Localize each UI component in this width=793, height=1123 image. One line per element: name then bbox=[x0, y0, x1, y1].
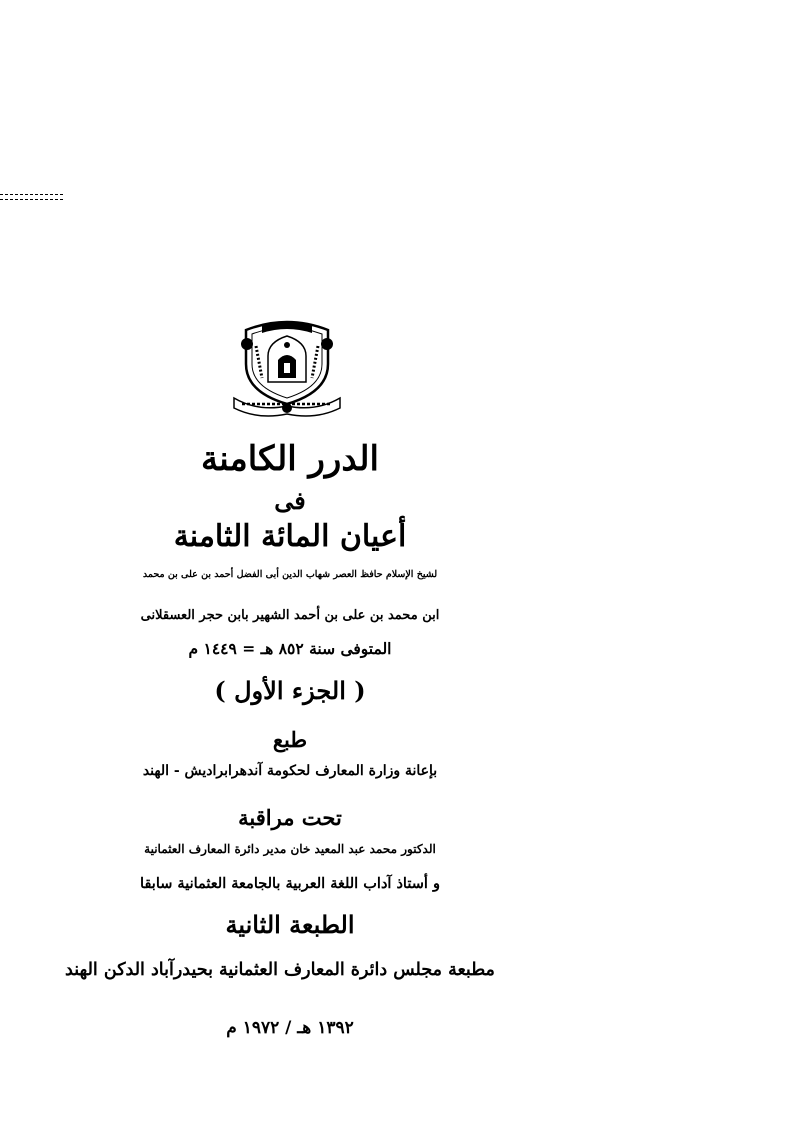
editor-line-1: الدكتور محمد عبد المعيد خان مدير دائرة المعارف العثمانية bbox=[144, 842, 436, 856]
support-line: بإعانة وزارة المعارف لحكومة آندهرابراديش - الهند bbox=[142, 763, 438, 779]
title-connector: فى bbox=[274, 486, 306, 515]
institution-emblem bbox=[228, 316, 346, 420]
edition-label: الطبعة الثانية bbox=[225, 910, 355, 939]
supervision-label: تحت مراقبة bbox=[238, 805, 342, 830]
death-date-line: المتوفى سنة ٨٥٢ هـ = ١٤٤٩ م bbox=[188, 639, 392, 658]
publication-date: ١٣٩٢ هـ / ١٩٧٢ م bbox=[226, 1018, 354, 1038]
volume-label: ( الجزء الأول ) bbox=[214, 676, 366, 705]
author-line-2: ابن محمد بن على بن أحمد الشهير بابن حجر العسقلانى bbox=[140, 608, 440, 623]
author-line-1: لشيخ الإسلام حافظ العصر شهاب الدين أبى الفضل أحمد بن على بن محمد bbox=[142, 569, 438, 580]
scan-margin-mark bbox=[0, 194, 63, 200]
printed-label: طبع bbox=[272, 727, 308, 752]
editor-line-2: و أستاذ آداب اللغة العربية بالجامعة العثمانية سابقا bbox=[140, 875, 440, 892]
publisher-press: مطبعة مجلس دائرة المعارف العثمانية بحيدرآباد الدكن الهند bbox=[65, 960, 495, 980]
book-subtitle: أعيان المائة الثامنة bbox=[173, 519, 407, 554]
book-title: الدرر الكامنة bbox=[201, 439, 379, 479]
